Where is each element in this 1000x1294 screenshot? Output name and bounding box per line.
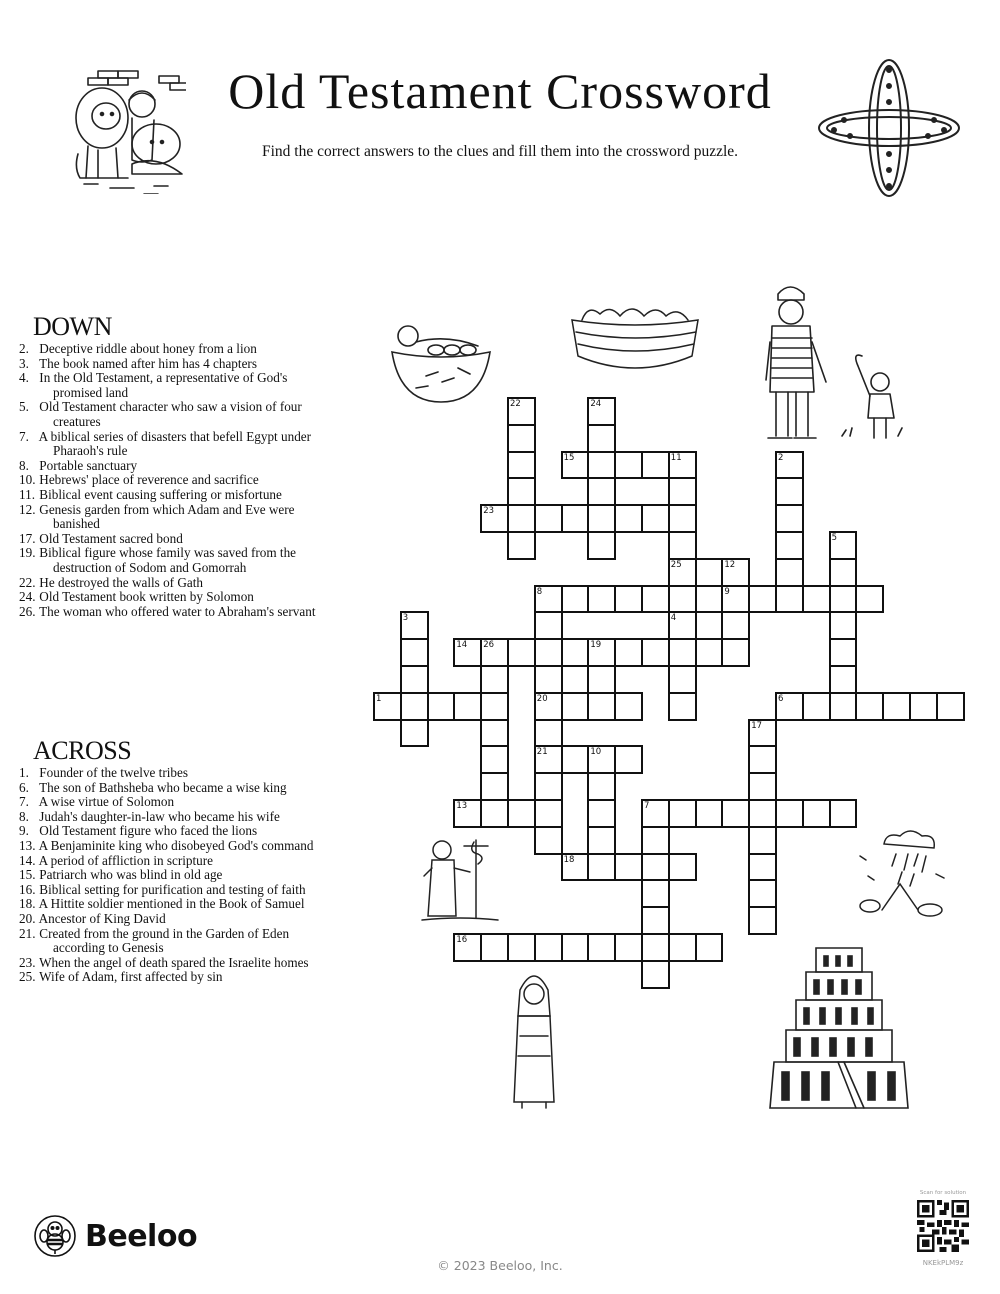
grid-cell[interactable] [668,611,697,640]
cell-number: 20 [536,693,548,704]
cell-number: 9 [724,586,730,597]
grid-cell[interactable] [507,477,536,506]
down-clue-26: 26. The woman who offered water to Abraham's servant [19,603,316,619]
down-clue-4: 4. In the Old Testament, a representative of God's promised land [19,370,288,400]
grid-cell[interactable] [587,531,616,560]
grid-cell[interactable] [534,719,563,748]
grid-cell[interactable] [721,799,750,828]
grid-cell[interactable] [587,638,616,667]
grid-cell[interactable] [587,799,616,828]
across-clue-8: 8. Judah's daughter-in-law who became his wife [19,808,280,824]
across-clue-9: 9. Old Testament figure who faced the lions [19,823,258,839]
grid-cell[interactable] [427,692,456,721]
beeloo-logo [33,1214,197,1258]
clue-text: Old Testament figure who faced the lions [39,823,258,839]
across-clue-15: 15. Patriarch who was blind in old age [19,867,223,883]
qr-code-text: NKEkPLM9z [922,1259,964,1267]
grid-cell[interactable] [587,826,616,855]
across-clue-16: 16. Biblical setting for purification and testing of faith [19,881,306,897]
clue-text: The son of Bathsheba who became a wise king [39,779,287,795]
down-clue-8: 8. Portable sanctuary [19,457,138,473]
grid-cell[interactable] [721,638,750,667]
grid-cell[interactable] [534,933,563,962]
tower-of-babel-illustration [764,942,914,1112]
grid-cell[interactable] [668,558,697,587]
grid-cell[interactable] [507,504,536,533]
down-clue-7: 7. A biblical series of disasters that befell Egypt under Pharaoh's rule [19,428,312,459]
grid-cell[interactable] [453,692,482,721]
grid-cell[interactable] [507,638,536,667]
clue-text: Biblical event causing suffering or misfortune [39,486,282,502]
grid-cell[interactable] [668,933,697,962]
cell-number: 10 [590,747,602,758]
clue-text: Old Testament character who saw a vision of four creatures [39,399,302,429]
grid-cell[interactable] [641,906,670,935]
grid-cell[interactable] [748,745,777,774]
grid-cell[interactable] [775,692,804,721]
cell-number: 14 [456,640,468,651]
grid-cell[interactable] [614,451,643,480]
grid-cell[interactable] [480,799,509,828]
qr-code-icon[interactable] [917,1200,969,1252]
grid-cell[interactable] [400,611,429,640]
clue-text: A biblical series of disasters that befell Egypt under Pharaoh's rule [38,428,312,459]
across-clue-13: 13. A Benjaminite king who disobeyed God's command [19,837,314,853]
grid-cell[interactable] [587,424,616,453]
down-clue-11: 11. Biblical event causing suffering or misfortune [19,486,282,502]
grid-cell[interactable] [614,853,643,882]
grid-cell[interactable] [695,933,724,962]
grid-cell[interactable] [668,477,697,506]
grid-cell[interactable] [534,504,563,533]
clue-text: Portable sanctuary [39,457,138,473]
baby-moses-basket-illustration [386,316,496,404]
grid-cell[interactable] [775,585,804,614]
cell-number: 11 [670,452,682,463]
grid-cell[interactable] [775,451,804,480]
grid-cell[interactable] [534,638,563,667]
across-clue-14: 14. A period of affliction in scripture [19,852,214,868]
grid-cell[interactable] [534,665,563,694]
down-clue-19: 19. Biblical figure whose family was saved from the destruction of Sodom and Gomorrah [19,545,297,575]
across-clue-6: 6. The son of Bathsheba who became a wise king [19,779,287,795]
grid-cell[interactable] [829,531,858,560]
grid-cell[interactable] [480,719,509,748]
grid-cell[interactable] [587,451,616,480]
across-heading: ACROSS [33,736,132,765]
moses-bronze-serpent-illustration [420,836,500,922]
grid-cell[interactable] [695,558,724,587]
clue-text: A Hittite soldier mentioned in the Book of Samuel [38,896,305,912]
down-clue-3: 3. The book named after him has 4 chapters [19,355,257,371]
down-clue-22: 22. He destroyed the walls of Gath [19,574,203,590]
grid-cell[interactable] [614,745,643,774]
clue-text: Old Testament book written by Solomon [39,589,254,605]
qr-solution[interactable] [910,1190,976,1267]
clue-text: Judah's daughter-in-law who became his wife [39,808,280,824]
grid-cell[interactable] [775,531,804,560]
clue-text: Patriarch who was blind in old age [39,867,223,883]
cell-number: 22 [510,399,521,409]
grid-cell[interactable] [561,933,590,962]
grid-cell[interactable] [641,933,670,962]
grid-cell[interactable] [507,397,536,426]
clue-text: Deceptive riddle about honey from a lion [39,341,257,356]
daniel-lions-illustration [36,68,186,194]
clue-text: Created from the ground in the Garden of Eden according to Genesis [39,925,290,956]
clue-text: A period of affliction in scripture [38,852,214,868]
grid-cell[interactable] [748,719,777,748]
grid-cell[interactable] [614,585,643,614]
grid-cell[interactable] [614,504,643,533]
woman-figure-illustration [510,966,558,1110]
grid-cell[interactable] [587,477,616,506]
qr-label: Scan for solution [919,1190,967,1196]
grid-cell[interactable] [507,451,536,480]
clue-text: In the Old Testament, a representative of God's promised land [39,370,288,400]
grid-cell[interactable] [480,933,509,962]
grid-cell[interactable] [587,933,616,962]
cell-number: 7 [644,801,650,811]
grid-cell[interactable] [668,451,697,480]
grid-cell[interactable] [480,745,509,774]
cell-number: 21 [536,747,548,758]
grid-cell[interactable] [829,799,858,828]
grid-cell[interactable] [641,826,670,855]
down-clue-24: 24. Old Testament book written by Solomon [19,589,254,605]
down-clue-12: 12. Genesis garden from which Adam and Eve were banished [19,501,295,532]
grid-cell[interactable] [641,585,670,614]
across-clue-23: 23. When the angel of death spared the Israelite homes [19,954,309,970]
grid-cell[interactable] [802,585,831,614]
brand-name: Beeloo [85,1218,198,1254]
clue-text: A Benjaminite king who disobeyed God's command [38,837,314,853]
grid-cell[interactable] [453,799,482,828]
grid-cell[interactable] [480,638,509,667]
cell-number: 19 [590,640,602,651]
page-title: Old Testament Crossword [228,63,772,119]
grid-cell[interactable] [587,853,616,882]
grid-cell[interactable] [507,531,536,560]
grid-cell[interactable] [882,692,911,721]
across-clues [19,736,323,985]
clue-text: Founder of the twelve tribes [39,765,188,780]
across-clue-20: 20. Ancestor of King David [19,910,166,926]
clue-text: Wife of Adam, first affected by sin [39,969,223,985]
grid-cell[interactable] [641,638,670,667]
grid-cell[interactable] [829,558,858,587]
grid-cell[interactable] [561,638,590,667]
grid-cell[interactable] [829,585,858,614]
grid-cell[interactable] [561,692,590,721]
cell-number: 1 [376,693,382,704]
grid-cell[interactable] [534,611,563,640]
grid-cell[interactable] [561,853,590,882]
grid-cell[interactable] [775,558,804,587]
grid-cell[interactable] [668,799,697,828]
grid-cell[interactable] [668,665,697,694]
grid-cell[interactable] [587,692,616,721]
grid-cell[interactable] [668,853,697,882]
grid-cell[interactable] [507,424,536,453]
across-clue-7: 7. A wise virtue of Solomon [19,794,175,810]
grid-cell[interactable] [641,504,670,533]
goliath-david-illustration [762,282,912,442]
grid-cell[interactable] [453,933,482,962]
grid-cell[interactable] [534,826,563,855]
grid-cell[interactable] [480,665,509,694]
grid-cell[interactable] [561,745,590,774]
grid-cell[interactable] [668,638,697,667]
down-clue-17: 17. Old Testament sacred bond [19,530,183,546]
clue-text: Hebrews' place of reverence and sacrifice [39,472,259,488]
grid-cell[interactable] [748,879,777,908]
cell-number: 24 [590,399,602,409]
grid-cell[interactable] [561,451,590,480]
clue-text: Biblical setting for purification and testing of faith [39,881,306,897]
bee-icon [33,1214,77,1258]
grid-cell[interactable] [587,745,616,774]
grid-cell[interactable] [400,719,429,748]
grid-cell[interactable] [748,772,777,801]
across-clue-25: 25. Wife of Adam, first affected by sin [19,969,223,985]
cell-number: 15 [563,452,575,463]
grid-cell[interactable] [909,692,938,721]
grid-cell[interactable] [748,853,777,882]
grid-cell[interactable] [587,585,616,614]
grid-cell[interactable] [748,799,777,828]
grid-cell[interactable] [721,558,750,587]
grid-cell[interactable] [614,933,643,962]
cell-number: 4 [670,613,677,624]
grid-cell[interactable] [587,772,616,801]
clue-text: Genesis garden from which Adam and Eve were banished [39,501,295,532]
cell-number: 2 [778,452,784,463]
grid-cell[interactable] [507,799,536,828]
grid-cell[interactable] [641,853,670,882]
grid-cell[interactable] [587,504,616,533]
cell-number: 8 [536,586,543,597]
grid-cell[interactable] [587,397,616,426]
clue-text: The book named after him has 4 chapters [39,355,257,371]
cell-number: 26 [483,640,495,651]
grid-cell[interactable] [775,477,804,506]
down-clue-5: 5. Old Testament character who saw a vision of four creatures [19,399,302,429]
grid-cell[interactable] [775,799,804,828]
cell-number: 23 [483,506,495,517]
grid-cell[interactable] [561,585,590,614]
cell-number: 6 [778,693,784,704]
clue-text: Old Testament sacred bond [39,530,183,546]
down-clue-2: 2. Deceptive riddle about honey from a lion [19,341,257,356]
down-heading: DOWN [33,312,112,341]
cell-number: 25 [670,559,682,570]
across-clue-21: 21. Created from the ground in the Garden of Eden according to Genesis [19,925,290,956]
cell-number: 16 [456,935,468,945]
grid-cell[interactable] [829,611,858,640]
grid-cell[interactable] [641,960,670,989]
grid-cell[interactable] [936,692,965,721]
clue-text: The woman who offered water to Abraham's servant [39,603,316,619]
grid-cell[interactable] [534,745,563,774]
wheel-within-wheel-illustration [814,56,964,200]
grid-cell[interactable] [534,585,563,614]
grid-cell[interactable] [668,504,697,533]
grid-cell[interactable] [855,585,884,614]
grid-cell[interactable] [641,799,670,828]
clue-text: When the angel of death spared the Israelite homes [39,954,309,970]
grid-cell[interactable] [534,799,563,828]
grid-cell[interactable] [775,504,804,533]
grid-cell[interactable] [534,692,563,721]
noahs-ark-illustration [568,300,702,376]
grid-cell[interactable] [748,906,777,935]
clue-text: Ancestor of King David [38,910,166,926]
page-subtitle: Find the correct answers to the clues and fill them into the crossword puzzle. [261,143,739,160]
cell-number: 5 [831,533,838,543]
grid-cell[interactable] [480,692,509,721]
grid-cell[interactable] [721,585,750,614]
grid-cell[interactable] [802,692,831,721]
grid-cell[interactable] [641,451,670,480]
grid-cell[interactable] [400,665,429,694]
grid-cell[interactable] [829,665,858,694]
clue-text: Biblical figure whose family was saved from the destruction of Sodom and Gomorrah [39,545,297,575]
grid-cell[interactable] [400,638,429,667]
grid-cell[interactable] [641,879,670,908]
down-clue-10: 10. Hebrews' place of reverence and sacrifice [19,472,259,488]
grid-cell[interactable] [480,772,509,801]
grid-cell[interactable] [695,585,724,614]
down-clues [19,312,323,619]
across-clue-18: 18. A Hittite soldier mentioned in the Book of Samuel [19,896,305,912]
grid-cell[interactable] [534,772,563,801]
cell-number: 12 [724,559,736,570]
cell-number: 13 [456,801,468,811]
grid-cell[interactable] [829,638,858,667]
grid-cell[interactable] [802,799,831,828]
clue-text: He destroyed the walls of Gath [39,574,203,590]
cell-number: 3 [402,613,409,624]
grid-cell[interactable] [400,692,429,721]
grid-cell[interactable] [668,692,697,721]
grid-cell[interactable] [695,799,724,828]
grid-cell[interactable] [453,638,482,667]
grid-cell[interactable] [721,611,750,640]
grid-cell[interactable] [614,638,643,667]
grid-cell[interactable] [695,638,724,667]
grid-cell[interactable] [561,504,590,533]
grid-cell[interactable] [855,692,884,721]
grid-cell[interactable] [373,692,402,721]
across-clue-1: 1. Founder of the twelve tribes [19,765,188,780]
grid-cell[interactable] [614,692,643,721]
grid-cell[interactable] [748,585,777,614]
grid-cell[interactable] [587,665,616,694]
grid-cell[interactable] [829,692,858,721]
plagues-illustration [856,826,952,922]
cell-number: 18 [563,854,575,865]
grid-cell[interactable] [748,826,777,855]
grid-cell[interactable] [507,933,536,962]
grid-cell[interactable] [480,504,509,533]
grid-cell[interactable] [668,585,697,614]
clue-text: A wise virtue of Solomon [38,794,175,810]
copyright: © 2023 Beeloo, Inc. [437,1258,563,1273]
cell-number: 17 [751,720,763,731]
grid-cell[interactable] [668,531,697,560]
